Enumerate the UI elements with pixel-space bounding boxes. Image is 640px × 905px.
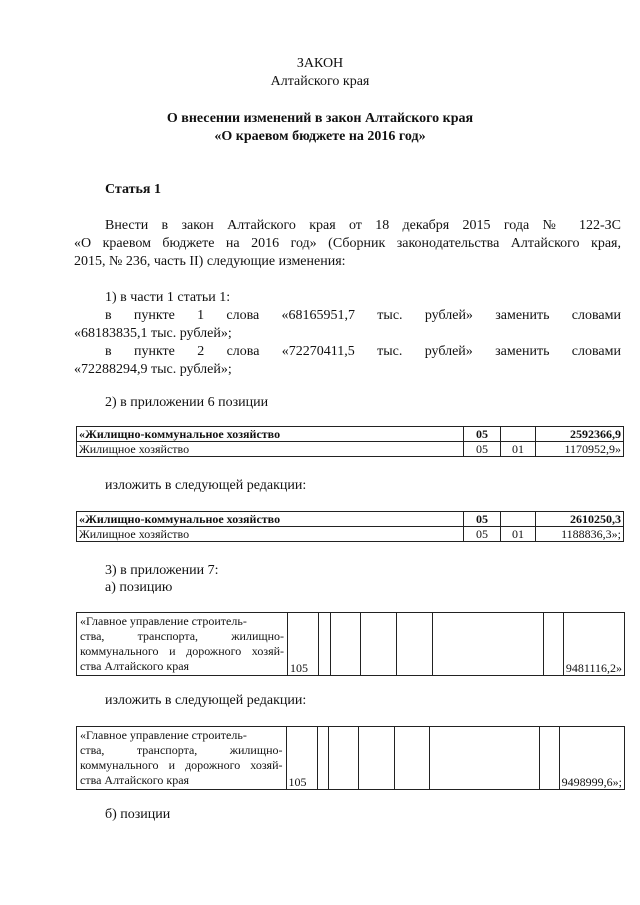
row-name: «Жилищно-коммунальное хозяйство [77, 512, 464, 527]
law-region: Алтайского края [270, 74, 370, 89]
empty-cell [359, 727, 395, 790]
entity-name-line1: «Главное управление строитель- [80, 728, 247, 742]
empty-cell [432, 613, 543, 676]
item1-b-line2: «72288294,9 тыс. рублей»; [74, 362, 232, 377]
law-title-line1: О внесении изменений в закон Алтайского края [166, 111, 474, 126]
row-subsection [501, 512, 536, 527]
item3-b-heading: б) позиции [105, 807, 171, 822]
row-section: 05 [464, 512, 501, 527]
table-row [77, 527, 624, 542]
code-cell: 105 [286, 727, 317, 790]
table-row [77, 727, 625, 790]
law-title-line2: «О краевом бюджете на 2016 год» [214, 129, 426, 144]
entity-name-line4: ства Алтайского края [80, 773, 190, 787]
entity-name-line4: ства Алтайского края [80, 659, 190, 673]
appendix7-new-table [76, 726, 625, 790]
item1-heading: 1) в части 1 статьи 1: [105, 290, 231, 305]
row-section: 05 [464, 527, 501, 542]
row-name: Жилищное хозяйство [77, 442, 464, 457]
entity-name-line2: ства, транспорта, жилищно- [80, 629, 285, 643]
row-name: «Жилищно-коммунальное хозяйство [77, 427, 464, 442]
empty-cell [397, 613, 432, 676]
item1-b-line1: в пункте 2 слова «72270411,5 тыс. рублей» заменить словами [105, 344, 621, 359]
empty-cell [317, 727, 329, 790]
entity-name-cell [77, 727, 287, 790]
entity-name-line2: ства, транспорта, жилищно- [80, 743, 283, 757]
entity-name-cell [77, 613, 288, 676]
intro-line3: 2015, № 236, часть II) следующие изменения: [74, 254, 346, 269]
item2-heading: 2) в приложении 6 позиции [105, 395, 269, 410]
row-value: 2592366,9 [536, 427, 624, 442]
row-subsection: 01 [501, 527, 536, 542]
table-row [77, 613, 625, 676]
replace-text-2: изложить в следующей редакции: [105, 693, 307, 708]
law-heading: ЗАКОН [296, 56, 344, 71]
appendix6-new-table [76, 511, 624, 542]
table-row [77, 427, 624, 442]
row-subsection: 01 [501, 442, 536, 457]
empty-cell [539, 727, 559, 790]
item1-a-line2: «68183835,1 тыс. рублей»; [74, 326, 232, 341]
row-subsection [501, 427, 536, 442]
row-name: Жилищное хозяйство [77, 527, 464, 542]
value-cell: 9481116,2» [563, 613, 624, 676]
intro-line1: Внести в закон Алтайского края от 18 декабря 2015 года № 122-ЗС [105, 218, 621, 233]
entity-name-line3: коммунального и дорожного хозяй- [80, 644, 285, 658]
code-cell: 105 [288, 613, 319, 676]
table-row [77, 512, 624, 527]
empty-cell [395, 727, 430, 790]
article-heading: Статья 1 [105, 182, 161, 197]
row-value: 2610250,3 [536, 512, 624, 527]
row-value: 1188836,3»; [536, 527, 624, 542]
row-section: 05 [464, 427, 501, 442]
item3-a-heading: а) позицию [105, 580, 173, 595]
appendix7-old-table [76, 612, 625, 676]
intro-line2: «О краевом бюджете на 2016 год» (Сборник законодательства Алтайского края, [74, 236, 621, 251]
value-cell: 9498999,6»; [559, 727, 624, 790]
empty-cell [329, 727, 359, 790]
empty-cell [319, 613, 331, 676]
empty-cell [361, 613, 397, 676]
empty-cell [429, 727, 539, 790]
replace-text-1: изложить в следующей редакции: [105, 478, 307, 493]
table-row [77, 442, 624, 457]
appendix6-old-table [76, 426, 624, 457]
row-value: 1170952,9» [536, 442, 624, 457]
item1-a-line1: в пункте 1 слова «68165951,7 тыс. рублей» заменить словами [105, 308, 621, 323]
item3-heading: 3) в приложении 7: [105, 563, 219, 578]
empty-cell [543, 613, 563, 676]
entity-name-line1: «Главное управление строитель- [80, 614, 247, 628]
row-section: 05 [464, 442, 501, 457]
empty-cell [331, 613, 361, 676]
entity-name-line3: коммунального и дорожного хозяй- [80, 758, 283, 772]
